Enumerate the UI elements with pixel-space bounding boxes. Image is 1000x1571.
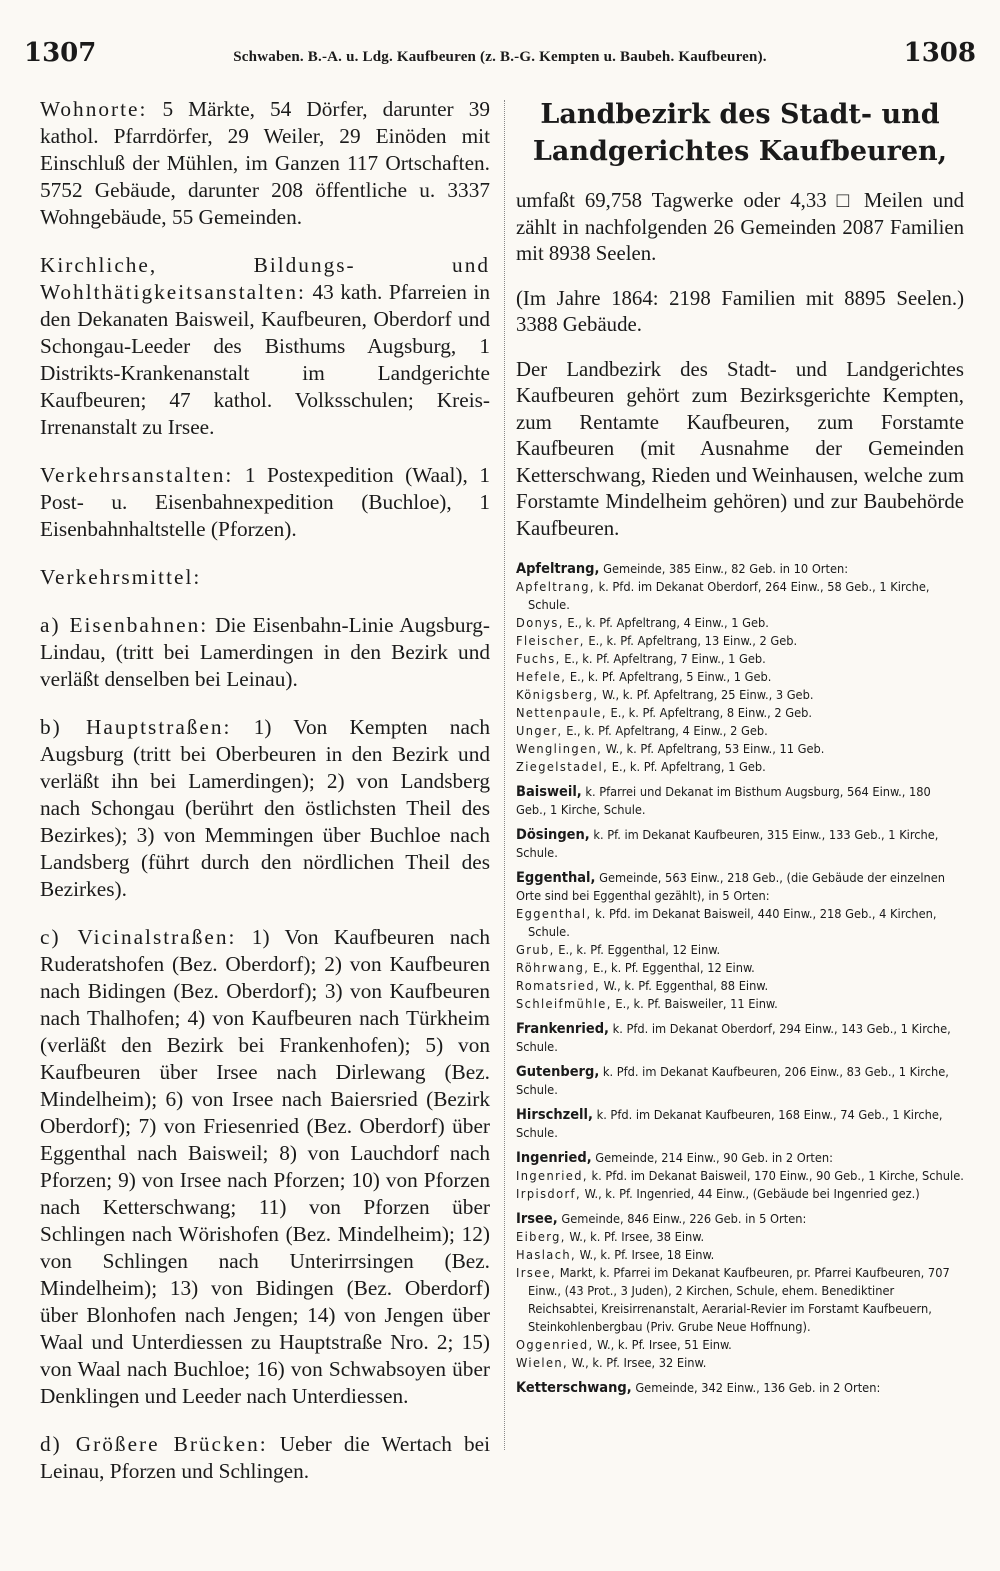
place-name: Ziegelstadel,	[516, 759, 609, 774]
paragraph	[40, 564, 490, 591]
right-page-number: 1308	[903, 38, 976, 68]
place-details: E., k. Pf. Baisweiler, 11 Einw.	[615, 996, 778, 1011]
locality-entry	[516, 704, 964, 722]
place-name: Röhrwang,	[516, 960, 590, 975]
place-details: W., k. Pf. Irsee, 51 Einw.	[597, 1337, 732, 1352]
place-details: E., k. Pf. Eggenthal, 12 Einw.	[558, 942, 721, 957]
place-name: Irsee,	[516, 1265, 557, 1280]
column-divider	[504, 100, 505, 1450]
place-name: Haslach,	[516, 1247, 577, 1262]
place-name: Hefele,	[516, 669, 567, 684]
locality-entry	[516, 1264, 964, 1336]
locality-entry	[516, 722, 964, 740]
place-details: E., k. Pf. Apfeltrang, 13 Einw., 2 Geb.	[588, 633, 798, 648]
locality-entry	[516, 977, 964, 995]
section-label: a) Eisenbahnen:	[40, 613, 209, 637]
place-name: Ketterschwang,	[516, 1380, 632, 1396]
place-details: E., k. Pf. Apfeltrang, 8 Einw., 2 Geb.	[610, 705, 812, 720]
left-page-number: 1307	[24, 38, 97, 68]
place-name: Baisweil,	[516, 784, 582, 800]
locality-entry	[516, 1167, 964, 1185]
locality-entry	[516, 1246, 964, 1264]
municipality-entry	[516, 560, 964, 578]
municipality-entry	[516, 1149, 964, 1167]
place-details: k. Pfd. im Dekanat Baisweil, 170 Einw., 90 Geb., 1 Kirche, Schule.	[591, 1168, 964, 1183]
paragraph	[40, 1431, 490, 1485]
place-name: Ingenried,	[516, 1168, 588, 1183]
locality-entry	[516, 1228, 964, 1246]
place-details: k. Pfd. im Dekanat Kaufbeuren, 168 Einw., 74 Geb., 1 Kirche, Schule.	[516, 1107, 943, 1140]
locality-entry	[516, 740, 964, 758]
paragraph	[40, 714, 490, 903]
paragraph-text: Die Eisenbahn-Linie Augsburg-Lindau, (tritt bei Lamerdingen in den Bezirk und verläßt denselben bei Leinau).	[40, 613, 490, 691]
place-name: Irsee,	[516, 1211, 558, 1227]
paragraph-text: Ueber die Wertach bei Leinau, Pforzen und Schlingen.	[40, 1432, 490, 1483]
place-name: Irpisdorf,	[516, 1186, 581, 1201]
paragraph: Der Landbezirk des Stadt- und Landgerichtes Kaufbeuren gehört zum Bezirksgerichte Kempten, zum Rentamte Kaufbeuren, zum Forstamte Kaufbeuren (mit Ausnahme der Gemeinden Ketterschwang, Rieden und Weinhausen, welche zum Forstamte Mindelheim gehören) und zur Baubehörde Kaufbeuren.	[516, 357, 964, 540]
locality-entry	[516, 578, 964, 614]
place-details: W., k. Pf. Ingenried, 44 Einw., (Gebäude bei Ingenried gez.)	[584, 1186, 920, 1201]
section-label: Wohnorte:	[40, 97, 148, 121]
place-name: Frankenried,	[516, 1021, 609, 1037]
place-name: Oggenried,	[516, 1337, 594, 1352]
place-details: W., k. Pf. Apfeltrang, 53 Einw., 11 Geb.	[605, 741, 825, 756]
place-name: Schleifmühle,	[516, 996, 612, 1011]
place-details: E., k. Pf. Apfeltrang, 7 Einw., 1 Geb.	[564, 651, 766, 666]
place-name: Apfeltrang,	[516, 579, 595, 594]
place-name: Eiberg,	[516, 1229, 566, 1244]
place-details: Gemeinde, 846 Einw., 226 Geb. in 5 Orten:	[561, 1211, 807, 1226]
place-details: k. Pf. im Dekanat Kaufbeuren, 315 Einw., 133 Geb., 1 Kirche, Schule.	[516, 827, 939, 860]
place-name: Unger,	[516, 723, 563, 738]
locality-entry	[516, 959, 964, 977]
place-details: Gemeinde, 563 Einw., 218 Geb., (die Gebäude der einzelnen Orte sind bei Eggenthal gezählt), in 5 Orten:	[516, 870, 945, 903]
section-label: d) Größere Brücken:	[40, 1432, 268, 1456]
municipality-entry	[516, 1020, 964, 1056]
section-label: Kirchliche, Bildungs- und Wohlthätigkeitsanstalten:	[40, 253, 490, 304]
left-column	[40, 96, 490, 1506]
paragraph	[40, 252, 490, 441]
municipality-entry	[516, 1106, 964, 1142]
locality-entry	[516, 668, 964, 686]
place-details: E., k. Pf. Apfeltrang, 1 Geb.	[611, 759, 766, 774]
place-name: Königsberg,	[516, 687, 599, 702]
section-label: b) Hauptstraßen:	[40, 715, 232, 739]
paragraph-text: 5 Märkte, 54 Dörfer, darunter 39 kathol. Pfarrdörfer, 29 Weiler, 29 Einöden mit Einschluß der Mühlen, im Ganzen 117 Ortschaften. 5752 Gebäude, darunter 208 öffentliche u. 3337 Wohngebäude, 55 Gemeinden.	[40, 97, 490, 229]
paragraph-text: 1) Von Kaufbeuren nach Ruderatshofen (Bez. Oberdorf); 2) von Kaufbeuren nach Bidingen (Bez. Oberdorf); 3) von Kaufbeuren nach Thalhofen; 4) von Kaufbeuren nach Türkheim (verläßt den Bezirk bei Frankenhofen); 5) von Kaufbeuren über Irsee nach Dirlewang (Bez. Mindelheim); 6) von Irsee nach Baiersried (Bezirk Oberdorf); 7) von Friesenried (Bez. Oberdorf) über Eggenthal nach Baisweil; 8) von Lauchdorf nach Pforzen; 9) von Irsee nach Pforzen; 10) von Pforzen nach Ketterschwang; 11) von Pforzen über Schlingen nach Wörishofen (Bez. Mindelheim); 12) von Schlingen nach Unterirrsingen (Bez. Mindelheim); 13) von Bidingen (Bez. Oberdorf) über Blonhofen nach Jengen; 14) von Jengen über Waal und Unterdiessen zu Hauptstraße Nro. 2; 15) von Waal nach Buchloe; 16) von Schwabsoyen über Denklingen und Leeder nach Unterdiessen.	[40, 925, 490, 1408]
paragraph: (Im Jahre 1864: 2198 Familien mit 8895 Seelen.) 3388 Gebäude.	[516, 286, 964, 336]
running-title: Schwaben. B.-A. u. Ldg. Kaufbeuren (z. B.-G. Kempten u. Baubeh. Kaufbeuren).	[233, 49, 767, 65]
place-details: k. Pfd. im Dekanat Kaufbeuren, 206 Einw., 83 Geb., 1 Kirche, Schule.	[516, 1064, 949, 1097]
section-label: Verkehrsmittel:	[40, 565, 202, 589]
locality-entry	[516, 905, 964, 941]
place-details: E., k. Pf. Eggenthal, 12 Einw.	[592, 960, 755, 975]
municipality-entry	[516, 1063, 964, 1099]
place-details: E., k. Pf. Apfeltrang, 4 Einw., 1 Geb.	[567, 615, 769, 630]
place-details: Gemeinde, 342 Einw., 136 Geb. in 2 Orten:	[635, 1380, 881, 1395]
place-name: Grub,	[516, 942, 555, 957]
place-details: Gemeinde, 214 Einw., 90 Geb. in 2 Orten:	[595, 1150, 833, 1165]
place-details: E., k. Pf. Apfeltrang, 5 Einw., 1 Geb.	[569, 669, 772, 684]
place-name: Donys,	[516, 615, 564, 630]
municipality-entry	[516, 783, 964, 819]
gazetteer-list	[516, 560, 964, 1397]
paragraph-text: 1) Von Kempten nach Augsburg (tritt bei Oberbeuren in den Bezirk und verläßt ihn bei Lamerdingen); 2) von Landsberg nach Schongau (berührt den östlichsten Theil des Bezirkes); 3) von Memmingen über Buchloe nach Landsberg (führt durch den nördlichen Theil des Bezirkes).	[40, 715, 490, 901]
place-name: Eggenthal,	[516, 870, 596, 886]
municipality-entry	[516, 869, 964, 905]
place-details: E., k. Pf. Apfeltrang, 4 Einw., 2 Geb.	[566, 723, 768, 738]
place-name: Nettenpaule,	[516, 705, 607, 720]
place-name: Hirschzell,	[516, 1107, 593, 1123]
place-details: W., k. Pf. Apfeltrang, 25 Einw., 3 Geb.	[602, 687, 814, 702]
place-details: W., k. Pf. Irsee, 18 Einw.	[579, 1247, 715, 1262]
place-name: Fleischer,	[516, 633, 585, 648]
place-details: W., k. Pf. Eggenthal, 88 Einw.	[603, 978, 769, 993]
paragraph-text: 1 Postexpedition (Waal), 1 Post- u. Eisenbahnexpedition (Buchloe), 1 Eisenbahnhaltstelle (Pforzen).	[40, 463, 490, 541]
locality-entry	[516, 686, 964, 704]
place-name: Fuchs,	[516, 651, 561, 666]
locality-entry	[516, 995, 964, 1013]
section-heading: Landbezirk des Stadt- und Landgerichtes Kaufbeuren,	[532, 99, 948, 167]
place-name: Wenglingen,	[516, 741, 603, 756]
paragraph	[40, 924, 490, 1410]
place-name: Romatsried,	[516, 978, 601, 993]
place-details: k. Pfd. im Dekanat Baisweil, 440 Einw., 218 Geb., 4 Kirchen, Schule.	[528, 906, 937, 939]
locality-entry	[516, 1354, 964, 1372]
place-name: Wielen,	[516, 1355, 569, 1370]
paragraph	[40, 612, 490, 693]
locality-entry	[516, 614, 964, 632]
municipality-entry	[516, 1210, 964, 1228]
section-label: Verkehrsanstalten:	[40, 463, 234, 487]
place-details: k. Pfarrei und Dekanat im Bisthum Augsburg, 564 Einw., 180 Geb., 1 Kirche, Schule.	[516, 784, 931, 817]
place-details: W., k. Pf. Irsee, 38 Einw.	[569, 1229, 705, 1244]
locality-entry	[516, 1185, 964, 1203]
locality-entry	[516, 758, 964, 776]
paragraph-text: 43 kath. Pfarreien in den Dekanaten Baisweil, Kaufbeuren, Oberdorf und Schongau-Leeder des Bisthums Augsburg, 1 Distrikts-Krankenanstalt im Landgerichte Kaufbeuren; 47 kathol. Volksschulen; Kreis-Irrenanstalt zu Irsee.	[40, 280, 491, 439]
place-details: W., k. Pf. Irsee, 32 Einw.	[571, 1355, 707, 1370]
right-column	[516, 96, 964, 1397]
place-details: k. Pfd. im Dekanat Oberdorf, 264 Einw., 58 Geb., 1 Kirche, Schule.	[528, 579, 930, 612]
place-details: k. Pfd. im Dekanat Oberdorf, 294 Einw., 143 Geb., 1 Kirche, Schule.	[516, 1021, 951, 1054]
locality-entry	[516, 650, 964, 668]
municipality-entry	[516, 826, 964, 862]
locality-entry	[516, 632, 964, 650]
municipality-entry	[516, 1379, 964, 1397]
paragraph: umfaßt 69,758 Tagwerke oder 4,33 □ Meilen und zählt in nachfolgenden 26 Gemeinden 2087 Familien mit 8938 Seelen.	[516, 189, 964, 265]
place-name: Dösingen,	[516, 827, 590, 843]
place-name: Gutenberg,	[516, 1064, 600, 1080]
place-name: Ingenried,	[516, 1150, 592, 1166]
place-details: Markt, k. Pfarrei im Dekanat Kaufbeuren, pr. Pfarrei Kaufbeuren, 707 Einw., (43 Prot., 3 Juden), 2 Kirchen, Schule, ehem. Benediktiner Reichsabtei, Kreisirrenanstalt, Aerarial-Revier im Forstamt Kaufbeuern, Steinkohlenbergbau (Priv. Grube Neue Hoffnung).	[528, 1265, 950, 1334]
locality-entry	[516, 1336, 964, 1354]
running-header	[24, 38, 976, 82]
place-name: Eggenthal,	[516, 906, 592, 921]
paragraph	[40, 462, 490, 543]
locality-entry	[516, 941, 964, 959]
paragraph	[40, 96, 490, 231]
place-details: Gemeinde, 385 Einw., 82 Geb. in 10 Orten:	[603, 561, 849, 576]
place-name: Apfeltrang,	[516, 561, 600, 577]
section-label: c) Vicinalstraßen:	[40, 925, 237, 949]
